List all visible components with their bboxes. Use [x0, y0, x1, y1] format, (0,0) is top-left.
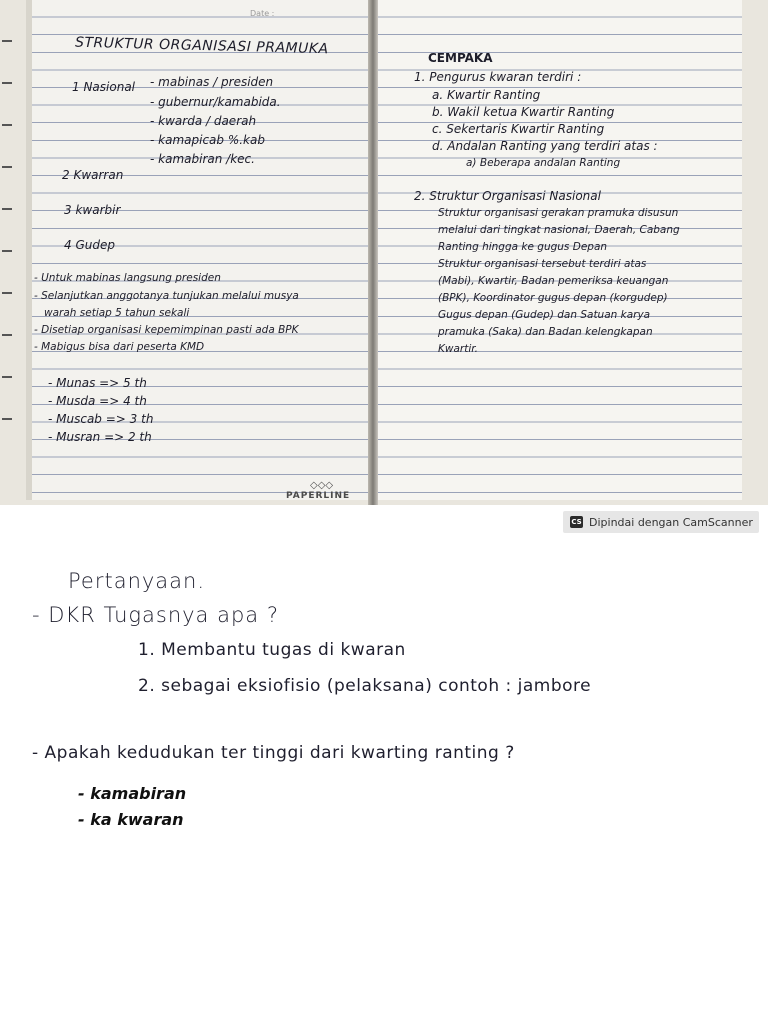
question-1-answer: 1. Membantu tugas di kwaran — [138, 640, 406, 660]
nasional-item: - gubernur/kamabida. — [150, 95, 281, 109]
right-section2-line: Struktur organisasi gerakan pramuka disusun — [438, 207, 679, 219]
paperline-brand: PAPERLINE — [286, 491, 351, 501]
question-1: - DKR Tugasnya apa ? — [32, 603, 279, 627]
right-section1-line: a. Kwartir Ranting — [432, 88, 541, 102]
left-note-line: - Untuk mabinas langsung presiden — [34, 272, 221, 284]
right-section2-line: Struktur organisasi tersebut terdiri atas — [438, 258, 647, 270]
right-section2-line: (Mabi), Kwartir, Badan pemeriksa keuangan — [438, 275, 669, 287]
kwarran-label: 2 Kwarran — [62, 168, 124, 182]
questions-heading: Pertanyaan. — [68, 569, 206, 593]
nasional-item: - kamapicab %.kab — [150, 133, 265, 147]
right-section1-line: 1. Pengurus kwaran terdiri : — [414, 70, 582, 84]
nasional-item: - mabinas / presiden — [150, 75, 274, 89]
left-note-line: - Mabigus bisa dari peserta KMD — [34, 341, 205, 353]
right-section2-line: Gugus depan (Gudep) dan Satuan karya — [438, 309, 651, 321]
nasional-item: - kamabiran /kec. — [150, 152, 255, 166]
right-section1-line: d. Andalan Ranting yang terdiri atas : — [432, 139, 658, 153]
question-2-answer: - kamabiran — [78, 784, 187, 803]
period-line: - Musran => 2 th — [48, 430, 152, 444]
right-section2-line: (BPK), Koordinator gugus depan (korgudep) — [438, 292, 668, 304]
date-label: Date : — [250, 9, 275, 18]
right-section2-line: melalui dari tingkat nasional, Daerah, Cabang — [438, 224, 680, 236]
paperline-logo-icon: ◇◇◇ — [310, 480, 334, 491]
nasional-item: - kwarda / daerah — [150, 114, 257, 128]
right-section2-line: 2. Struktur Organisasi Nasional — [414, 189, 601, 203]
right-section1-line: b. Wakil ketua Kwartir Ranting — [432, 105, 615, 119]
gudep-label: 4 Gudep — [64, 238, 115, 252]
right-section2-line: Ranting hingga ke gugus Depan — [438, 241, 608, 253]
right-section2-line: Kwartir. — [438, 343, 478, 355]
period-line: - Musda => 4 th — [48, 394, 147, 408]
period-line: - Muscab => 3 th — [48, 412, 154, 426]
camscanner-logo-icon: CS — [571, 518, 582, 526]
kwarbir-label: 3 kwarbir — [64, 203, 121, 217]
right-section1-line: a) Beberapa andalan Ranting — [466, 157, 621, 169]
question-2-answer: - ka kwaran — [78, 810, 184, 829]
period-line: - Munas => 5 th — [48, 376, 147, 390]
page-margin-marks — [2, 40, 22, 480]
notebook-photo — [0, 0, 768, 505]
left-note-line: warah setiap 5 tahun sekali — [44, 307, 190, 319]
right-section2-line: pramuka (Saka) dan Badan kelengkapan — [438, 326, 653, 338]
nasional-label: 1 Nasional — [72, 80, 135, 94]
question-1-answer: 2. sebagai eksiofisio (pelaksana) contoh : jambore — [138, 676, 592, 696]
camscanner-badge — [563, 511, 759, 533]
right-section1-line: c. Sekertaris Kwartir Ranting — [432, 122, 605, 136]
left-page-title: STRUKTUR ORGANISASI PRAMUKA — [74, 34, 329, 58]
notebook-spine — [368, 0, 378, 505]
left-note-line: - Selanjutkan anggotanya tunjukan melalui musya — [34, 290, 299, 302]
right-page-title: CEMPAKA — [428, 51, 493, 65]
left-note-line: - Disetiap organisasi kepemimpinan pasti ada BPK — [34, 324, 299, 336]
camscanner-badge-text: Dipindai dengan CamScanner — [589, 515, 753, 529]
question-2: - Apakah kedudukan ter tinggi dari kwarting ranting ? — [32, 743, 515, 763]
